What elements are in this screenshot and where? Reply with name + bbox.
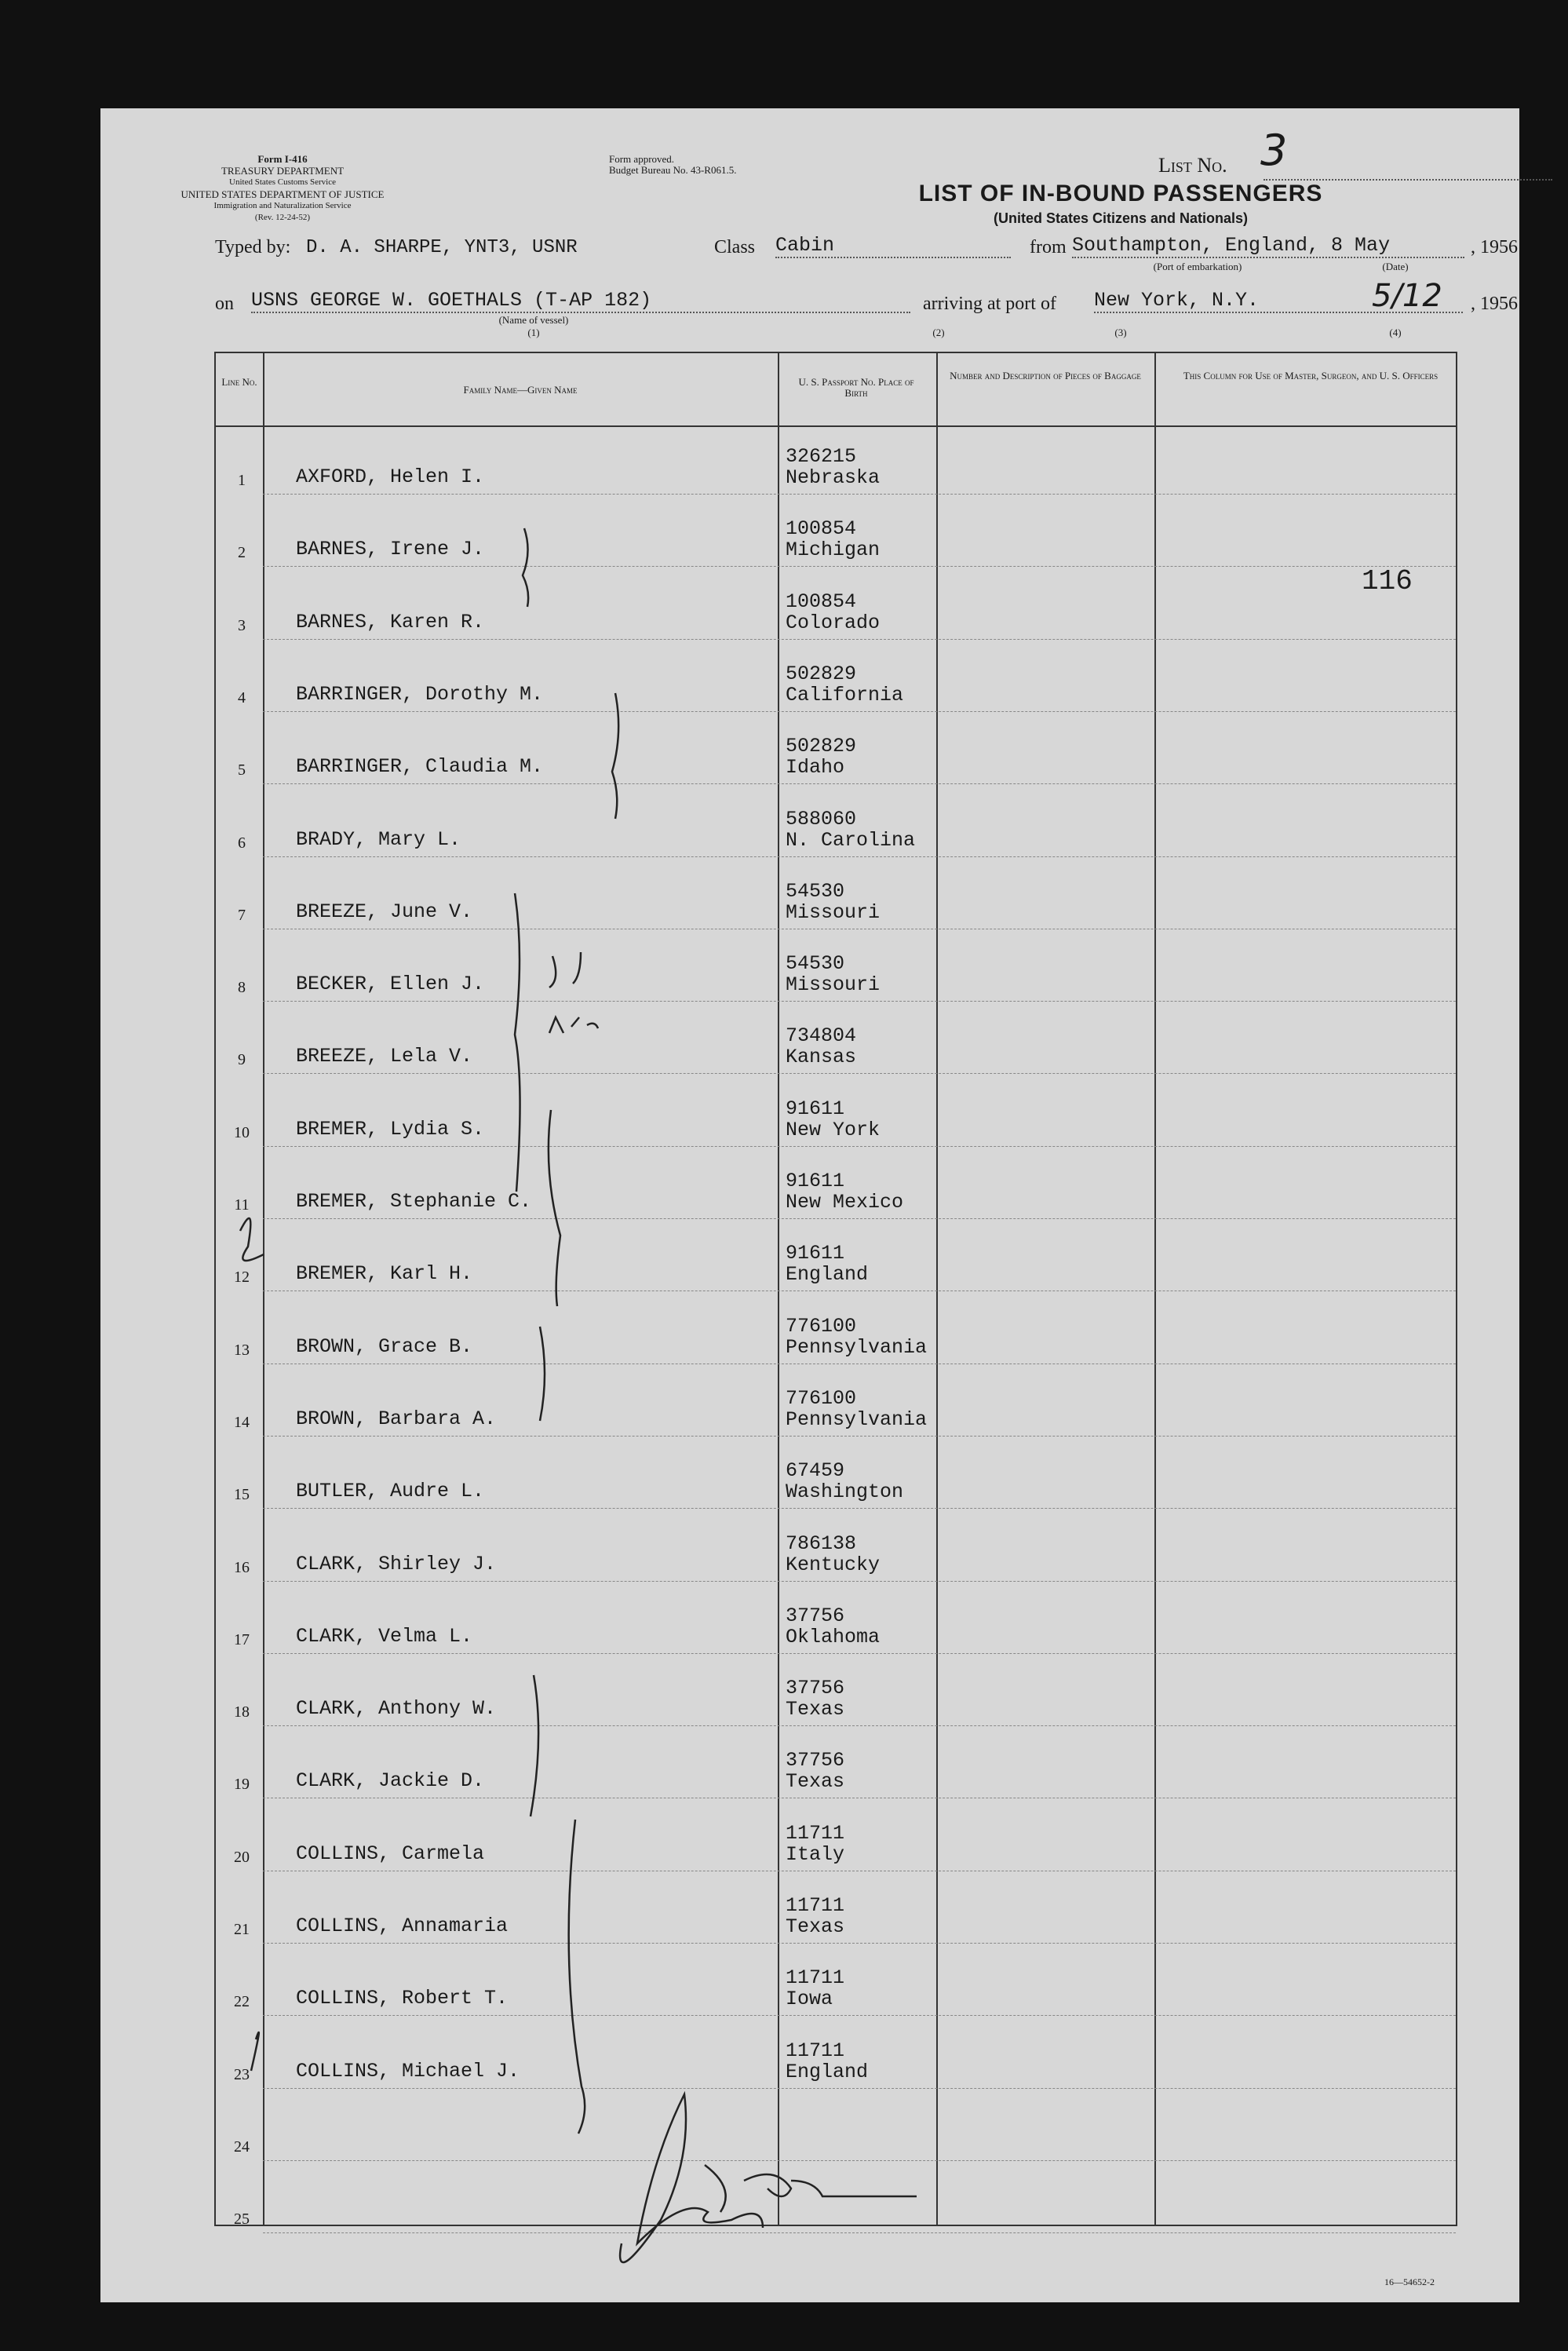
line-number: 20 (234, 1848, 250, 1866)
typed-by-value: D. A. SHARPE, YNT3, USNR (306, 237, 578, 258)
place-of-birth: New Mexico (786, 1191, 904, 1214)
line-number: 21 (234, 1921, 250, 1938)
place-of-birth: Texas (786, 1770, 845, 1794)
passenger-name: CLARK, Shirley J. (296, 1552, 497, 1575)
line-number: 19 (234, 1776, 250, 1794)
passenger-name: BARNES, Irene J. (296, 538, 485, 561)
passport-number: 776100 (786, 1386, 857, 1410)
col3-num: (3) (1114, 327, 1127, 338)
place-of-birth: Italy (786, 1842, 845, 1866)
line-number: 25 (234, 2210, 250, 2229)
passenger-name: COLLINS, Robert T. (296, 1987, 509, 2010)
header-name: Family Name—Given Name (463, 384, 578, 396)
passport-number: 588060 (786, 807, 857, 831)
on-label: on (215, 294, 234, 314)
passenger-name: BREEZE, Lela V. (296, 1045, 473, 1068)
passenger-name: COLLINS, Michael J. (296, 2059, 520, 2083)
bracket-mark (531, 1675, 538, 1816)
passport-number: 776100 (786, 1314, 857, 1338)
passport-number: 91611 (786, 1242, 845, 1265)
line-number: 15 (234, 1486, 250, 1504)
list-number-label: List No. (1158, 154, 1227, 177)
vessel-value: USNS GEORGE W. GOETHALS (T-AP 182) (251, 289, 910, 313)
bracket-mark (523, 528, 528, 607)
passport-number: 502829 (786, 735, 857, 758)
passport-number: 37756 (786, 1604, 845, 1627)
margin-mark (251, 2032, 259, 2071)
bracket-mark (515, 893, 520, 1192)
embarkation-value: Southampton, England, 8 May (1072, 234, 1464, 258)
passport-number: 67459 (786, 1459, 845, 1483)
passenger-name: CLARK, Jackie D. (296, 1769, 485, 1793)
passport-number: 54530 (786, 952, 845, 976)
handwritten-note (549, 1017, 598, 1033)
line-number: 7 (238, 906, 246, 924)
place-of-birth: Missouri (786, 973, 881, 997)
passport-number: 11711 (786, 1894, 845, 1917)
list-number-value: 3 (1260, 126, 1288, 175)
passport-number: 54530 (786, 879, 845, 903)
line-number: 2 (238, 544, 246, 562)
place-of-birth: New York (786, 1118, 881, 1141)
ins-service: Immigration and Naturalization Service (213, 201, 352, 210)
form-footer-code: 16—54652-2 (1384, 2276, 1435, 2287)
year-1: , 1956 (1471, 237, 1518, 257)
passenger-name: CLARK, Velma L. (296, 1624, 473, 1648)
place-of-birth: England (786, 1263, 869, 1287)
place-of-birth: Michigan (786, 538, 881, 562)
official-count: 116 (1362, 565, 1413, 597)
place-of-birth: Missouri (786, 900, 881, 924)
passenger-name: BROWN, Grace B. (296, 1334, 473, 1358)
signature (620, 2094, 917, 2262)
line-number: 8 (238, 979, 246, 997)
class-value: Cabin (775, 234, 1011, 258)
passenger-name: AXFORD, Helen I. (296, 465, 485, 488)
place-of-birth: California (786, 683, 904, 706)
passport-number: 11711 (786, 1966, 845, 1990)
line-number: 12 (234, 1269, 250, 1287)
passenger-name: BARRINGER, Claudia M. (296, 755, 544, 779)
passport-number: 37756 (786, 1749, 845, 1772)
line-number: 4 (238, 688, 246, 706)
header-line-no: Line No. (221, 376, 257, 388)
bracket-mark (540, 1327, 545, 1421)
arrival-date-handwritten: 5/12 (1372, 278, 1442, 314)
margin-mark (240, 1218, 264, 1261)
header-baggage: Number and Description of Pieces of Baggage (950, 370, 1141, 381)
passenger-name: BECKER, Ellen J. (296, 973, 485, 996)
document-title: LIST OF IN-BOUND PASSENGERS (918, 181, 1323, 206)
passport-number: 100854 (786, 517, 857, 541)
bracket-mark (569, 1820, 585, 2134)
passport-number: 502829 (786, 662, 857, 685)
line-number: 6 (238, 834, 246, 852)
handwritten-initials (549, 952, 581, 987)
place-of-birth: Colorado (786, 611, 881, 634)
from-label: from (1030, 237, 1067, 257)
place-of-birth: Nebraska (786, 466, 881, 489)
passenger-name: COLLINS, Carmela (296, 1842, 485, 1865)
document-subtitle: (United States Citizens and Nationals) (993, 210, 1249, 226)
budget-bureau-text: Budget Bureau No. 43-R061.5. (609, 164, 737, 176)
place-of-birth: N. Carolina (786, 828, 916, 852)
place-of-birth: Texas (786, 1698, 845, 1721)
line-number: 11 (234, 1196, 250, 1214)
line-number: 16 (234, 1558, 250, 1576)
passport-number: 326215 (786, 445, 857, 468)
passport-number: 786138 (786, 1531, 857, 1555)
header-officers: This Column for Use of Master, Surgeon, and U. S. Officers (1183, 370, 1439, 381)
bracket-mark (612, 693, 618, 819)
passenger-name: BRADY, Mary L. (296, 827, 461, 851)
line-number: 22 (234, 1993, 250, 2011)
place-of-birth: England (786, 2060, 869, 2083)
col4-num: (4) (1389, 327, 1402, 338)
customs-service: United States Customs Service (229, 177, 336, 187)
line-number: 10 (234, 1123, 250, 1141)
port-col-num: (2) (932, 327, 945, 338)
arrival-port-value: New York, N.Y. (1094, 289, 1463, 313)
line-number: 9 (238, 1051, 246, 1069)
passenger-name: BARNES, Karen R. (296, 610, 485, 633)
passport-number: 100854 (786, 590, 857, 613)
form-revision: (Rev. 12-24-52) (254, 213, 311, 222)
passenger-name: BREMER, Lydia S. (296, 1117, 485, 1141)
passenger-name: BARRINGER, Dorothy M. (296, 682, 544, 706)
passport-number: 91611 (786, 1170, 845, 1192)
passenger-name: BREMER, Karl H. (296, 1262, 473, 1286)
line-number: 17 (234, 1630, 250, 1648)
vessel-col-num: (1) (527, 327, 540, 338)
place-of-birth: Oklahoma (786, 1625, 881, 1648)
passenger-name: CLARK, Anthony W. (296, 1697, 497, 1721)
passport-number: 91611 (786, 1097, 845, 1120)
passenger-name: BREMER, Stephanie C. (296, 1190, 532, 1213)
passenger-name: COLLINS, Annamaria (296, 1915, 509, 1937)
header-passport: U. S. Passport No. Place of Birth (798, 376, 914, 399)
arriving-label: arriving at port of (923, 294, 1056, 314)
date-caption: (Date) (1382, 261, 1409, 272)
line-number: 24 (234, 2137, 250, 2156)
line-number: 18 (234, 1703, 250, 1721)
line-number: 5 (238, 761, 246, 779)
passenger-name: BUTLER, Audre L. (296, 1480, 485, 1503)
passport-number: 11711 (786, 2039, 845, 2062)
port-embarkation-caption: (Port of embarkation) (1153, 261, 1242, 272)
handwritten-annotations (100, 108, 1519, 2302)
line-number: 14 (234, 1413, 250, 1431)
treasury-dept: TREASURY DEPARTMENT (221, 165, 345, 177)
line-number: 1 (238, 472, 246, 489)
place-of-birth: Iowa (786, 1988, 833, 2011)
class-label: Class (714, 237, 756, 257)
line-number: 3 (238, 616, 246, 634)
passenger-name: BROWN, Barbara A. (296, 1407, 497, 1430)
place-of-birth: Washington (786, 1480, 904, 1504)
line-number: 13 (234, 1341, 250, 1359)
place-of-birth: Kentucky (786, 1553, 881, 1576)
form-number: Form I-416 (257, 153, 308, 165)
typed-by-label: Typed by: (215, 237, 291, 257)
manifest-sheet (100, 108, 1519, 2302)
place-of-birth: Pennsylvania (786, 1407, 928, 1431)
passport-number: 734804 (786, 1024, 857, 1048)
place-of-birth: Pennsylvania (786, 1335, 928, 1359)
line-number: 23 (234, 2065, 250, 2083)
year-2: , 1956 (1471, 294, 1518, 314)
place-of-birth: Texas (786, 1915, 845, 1938)
bracket-mark (549, 1110, 560, 1306)
justice-dept: UNITED STATES DEPARTMENT OF JUSTICE (181, 188, 385, 200)
place-of-birth: Kansas (786, 1046, 857, 1069)
passport-number: 37756 (786, 1677, 845, 1700)
passport-number: 11711 (786, 1821, 845, 1845)
passenger-name: BREEZE, June V. (296, 900, 473, 923)
vessel-caption: (Name of vessel) (498, 314, 569, 326)
form-approved-text: Form approved. (609, 153, 675, 165)
place-of-birth: Idaho (786, 756, 845, 779)
